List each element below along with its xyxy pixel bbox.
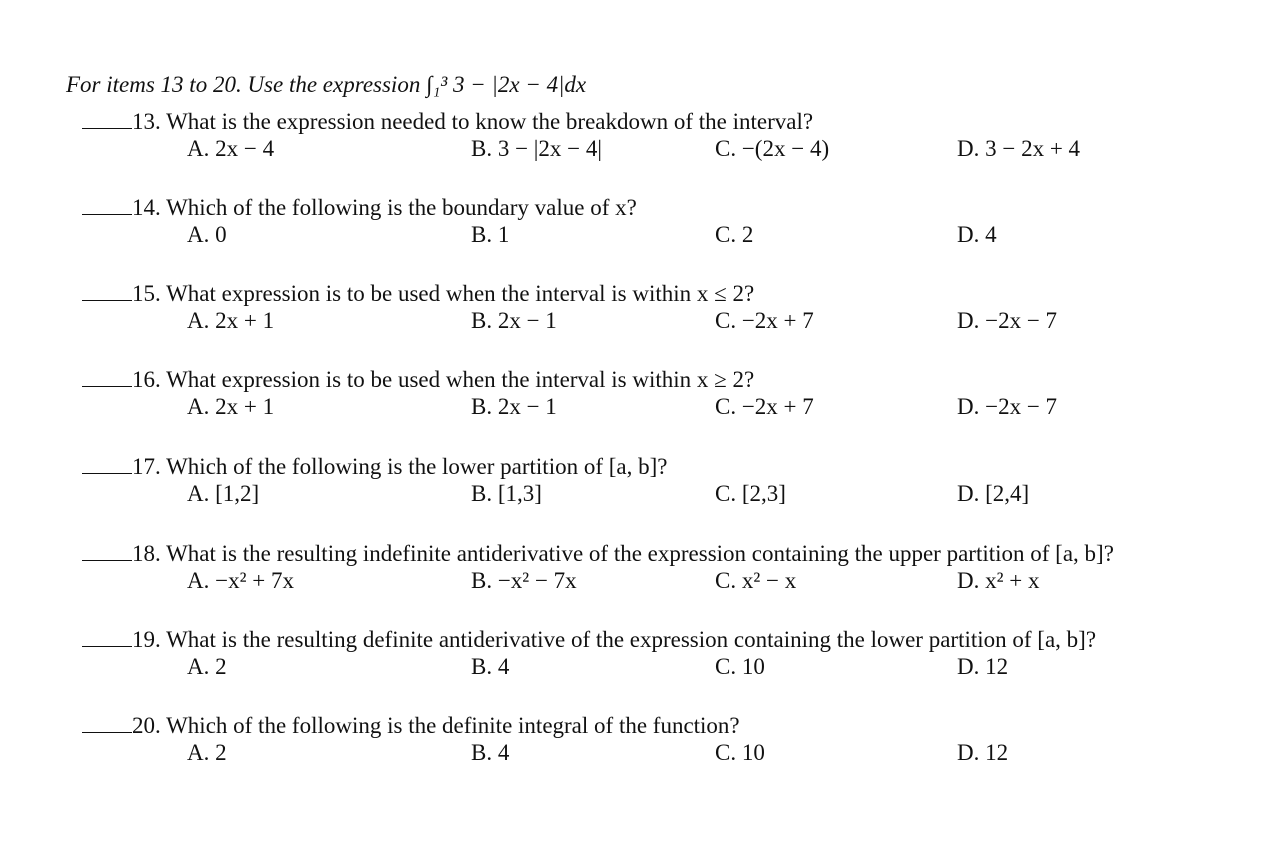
question-text: What is the resulting indefinite antiderivative of the expression containing the upper partition of [a, b]? [166,541,1114,566]
option-c: C. −2x + 7 [715,394,814,419]
question-item-20 [0,710,1280,770]
option-c: C. 2 [715,222,754,247]
option-b: B. 3 − |2x − 4| [471,136,602,161]
question-text: Which of the following is the lower partition of [a, b]? [166,454,668,479]
option-c: C. −2x + 7 [715,308,814,333]
question-line [82,278,754,308]
option-b: B. 2x − 1 [471,308,557,333]
option-a: A. 2x − 4 [187,136,275,161]
answer-blank[interactable] [82,710,132,733]
question-number: 15. [132,281,161,306]
option-c: C. −(2x − 4) [715,136,830,161]
question-line [82,710,740,740]
question-number: 16. [132,367,161,392]
answer-blank[interactable] [82,106,132,129]
option-b: B. 2x − 1 [471,394,557,419]
question-number: 13. [132,109,161,134]
option-a: A. 2x + 1 [187,308,275,333]
option-b: B. 1 [471,222,510,247]
question-line [82,364,754,394]
question-item-19 [0,624,1280,684]
question-number: 18. [132,541,161,566]
option-d: D. 12 [957,654,1009,679]
question-text: What is the expression needed to know the breakdown of the interval? [166,109,814,134]
option-d: D. [2,4] [957,481,1030,506]
question-text: Which of the following is the boundary value of x? [166,195,637,220]
question-text: Which of the following is the definite integral of the function? [166,713,740,738]
question-line [82,538,1114,568]
question-number: 14. [132,195,161,220]
answer-blank[interactable] [82,278,132,301]
question-line [82,624,1096,654]
instructions-text: For items 13 to 20. Use the expression ∫₁³ 3 − |2x − 4|dx [66,72,587,97]
option-d: D. −2x − 7 [957,394,1058,419]
option-b: B. 4 [471,654,510,679]
question-text: What expression is to be used when the interval is within x ≥ 2? [166,367,755,392]
option-d: D. 3 − 2x + 4 [957,136,1081,161]
question-line [82,192,637,222]
answer-blank[interactable] [82,538,132,561]
option-b: B. −x² − 7x [471,568,577,593]
question-line [82,106,813,136]
question-number: 19. [132,627,161,652]
question-item-16 [0,364,1280,424]
option-d: D. −2x − 7 [957,308,1058,333]
question-number: 20. [132,713,161,738]
question-item-18 [0,538,1280,598]
question-item-17 [0,451,1280,511]
option-a: A. 2x + 1 [187,394,275,419]
question-item-14 [0,192,1280,252]
option-c: C. [2,3] [715,481,786,506]
answer-blank[interactable] [82,451,132,474]
question-line [82,451,667,481]
option-c: C. x² − x [715,568,797,593]
option-c: C. 10 [715,740,765,765]
option-c: C. 10 [715,654,765,679]
option-a: A. 2 [187,740,227,765]
answer-blank[interactable] [82,192,132,215]
option-d: D. x² + x [957,568,1040,593]
option-a: A. −x² + 7x [187,568,294,593]
option-b: B. 4 [471,740,510,765]
option-a: A. 2 [187,654,227,679]
question-number: 17. [132,454,161,479]
option-d: D. 4 [957,222,997,247]
question-item-13 [0,106,1280,166]
option-d: D. 12 [957,740,1009,765]
answer-blank[interactable] [82,624,132,647]
answer-blank[interactable] [82,364,132,387]
option-a: A. [1,2] [187,481,260,506]
option-a: A. 0 [187,222,227,247]
question-item-15 [0,278,1280,338]
option-b: B. [1,3] [471,481,542,506]
question-text: What expression is to be used when the interval is within x ≤ 2? [166,281,755,306]
question-text: What is the resulting definite antiderivative of the expression containing the lower partition of [a, b]? [166,627,1097,652]
